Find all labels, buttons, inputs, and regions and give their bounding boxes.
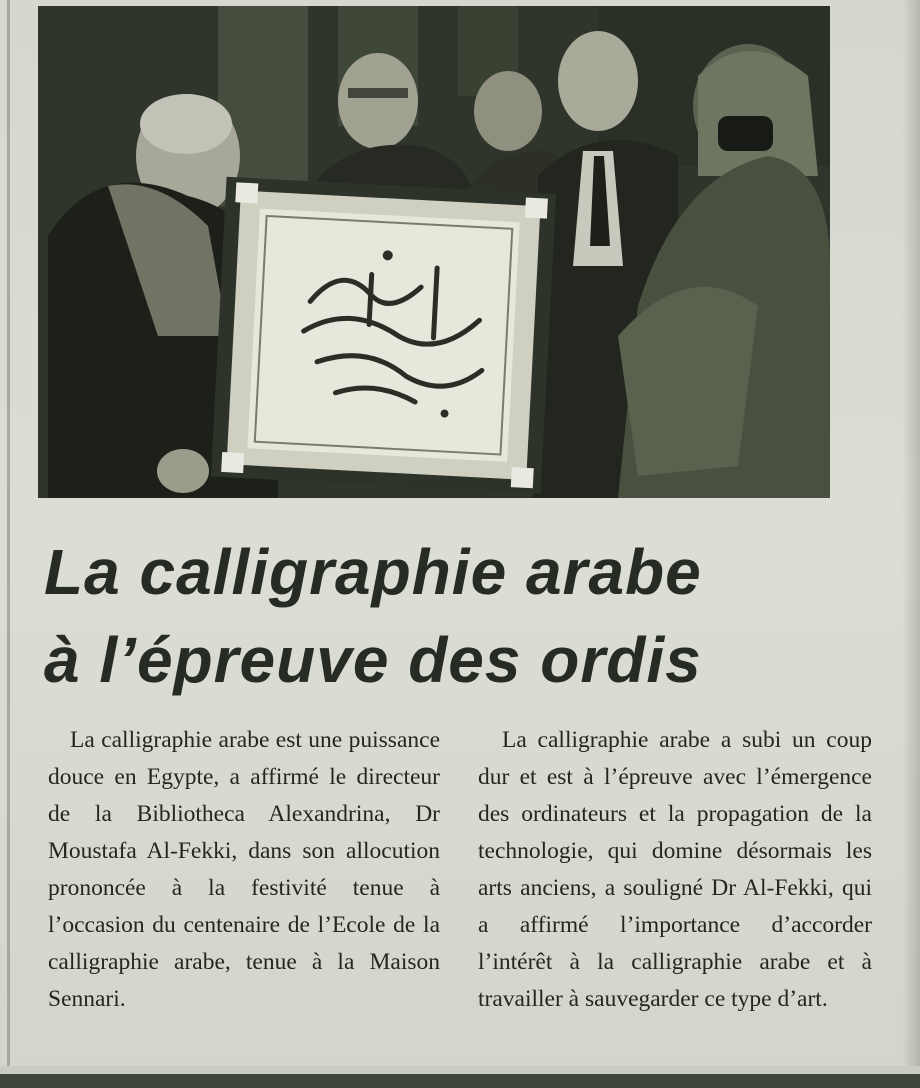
- article-headline: [44, 528, 874, 704]
- bottom-rule: [0, 1074, 920, 1088]
- article-column-right: La calligraphie arabe a subi un coup dur et est à l’épreuve avec l’émergence des ordinateurs et la propagation de la technologie, qui domine désormais les arts anciens, a souligné Dr Al-Fekki, qui a affirmé l’importance d’accorder l’intérêt à la calligraphie arabe et à travailler à sauvegarder ce type d’art.: [478, 727, 872, 1012]
- bottom-margin: [0, 1066, 920, 1074]
- article-column-left: La calligraphie arabe est une puissance douce en Egypte, a affirmé le directeur de la Bibliotheca Alexandrina, Dr Moustafa Al-Fekki, dans son allocution prononcée à la festivité tenue à l’occasion du centenaire de l’Ecole de la calligraphie arabe, tenue à la Maison Sennari.: [48, 727, 440, 1012]
- left-fold-line: [7, 0, 10, 1088]
- framed-calligraphy: [211, 177, 556, 494]
- paper-edge-shadow: [902, 0, 920, 1088]
- article-photo: [38, 6, 830, 498]
- headline-line-1: La calligraphie arabe: [44, 536, 702, 608]
- headline-line-2: à l’épreuve des ordis: [44, 624, 702, 696]
- photo-illustration: [38, 6, 830, 498]
